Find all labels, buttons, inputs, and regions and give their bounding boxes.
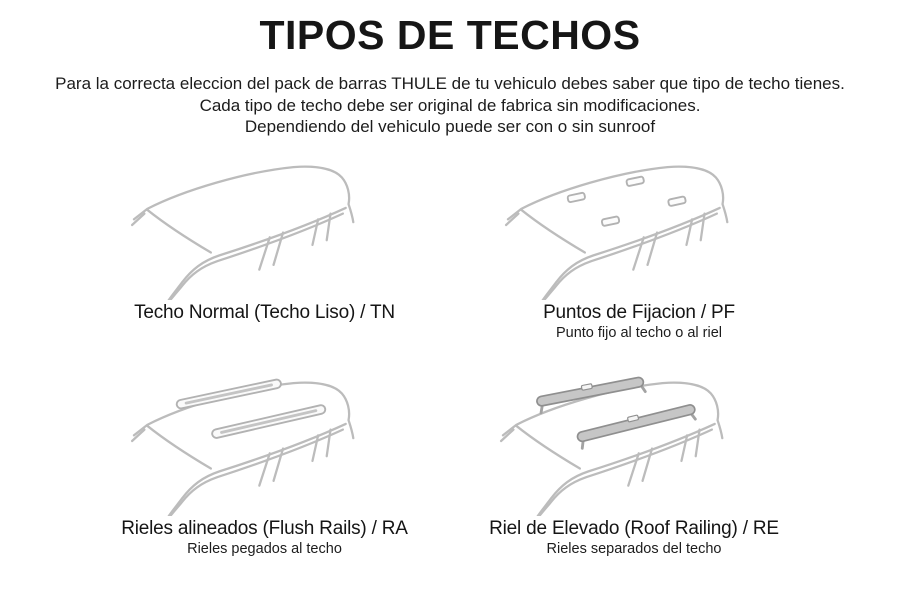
intro-line-3: Dependiendo del vehiculo puede ser con o sin sunroof [244, 117, 656, 136]
roof-type-card-re [450, 366, 818, 557]
intro-line-2: Cada tipo de techo debe ser original de fabrica sin modificaciones. [199, 95, 701, 115]
roof-type-sublabel-pf: Punto fijo al techo o al riel [555, 325, 723, 341]
plain-roof-illustration [105, 150, 425, 300]
roof-type-label-re: Riel de Elevado (Roof Railing) / RE [489, 518, 779, 539]
roof-type-label-tn: Techo Normal (Techo Liso) / TN [134, 302, 395, 323]
roof-type-card-tn [72, 150, 457, 324]
flush-rails-illustration [105, 366, 425, 516]
intro-line-1: Para la correcta eleccion del pack de barras THULE de tu vehiculo debes saber que tipo de techo tienes. [55, 74, 845, 93]
roof-type-card-ra [72, 366, 457, 557]
roof-type-card-pf [455, 150, 823, 341]
fixpoint-roof-illustration [479, 150, 799, 300]
roof-type-label-ra: Rieles alineados (Flush Rails) / RA [121, 518, 408, 539]
roof-type-sublabel-ra: Rieles pegados al techo [187, 541, 342, 557]
roof-type-label-pf: Puntos de Fijacion / PF [543, 302, 735, 323]
roof-type-sublabel-re: Rieles separados del techo [546, 541, 722, 557]
intro-text [0, 73, 900, 138]
raised-rails-illustration [474, 366, 794, 516]
page-title: TIPOS DE TECHOS [259, 12, 641, 58]
